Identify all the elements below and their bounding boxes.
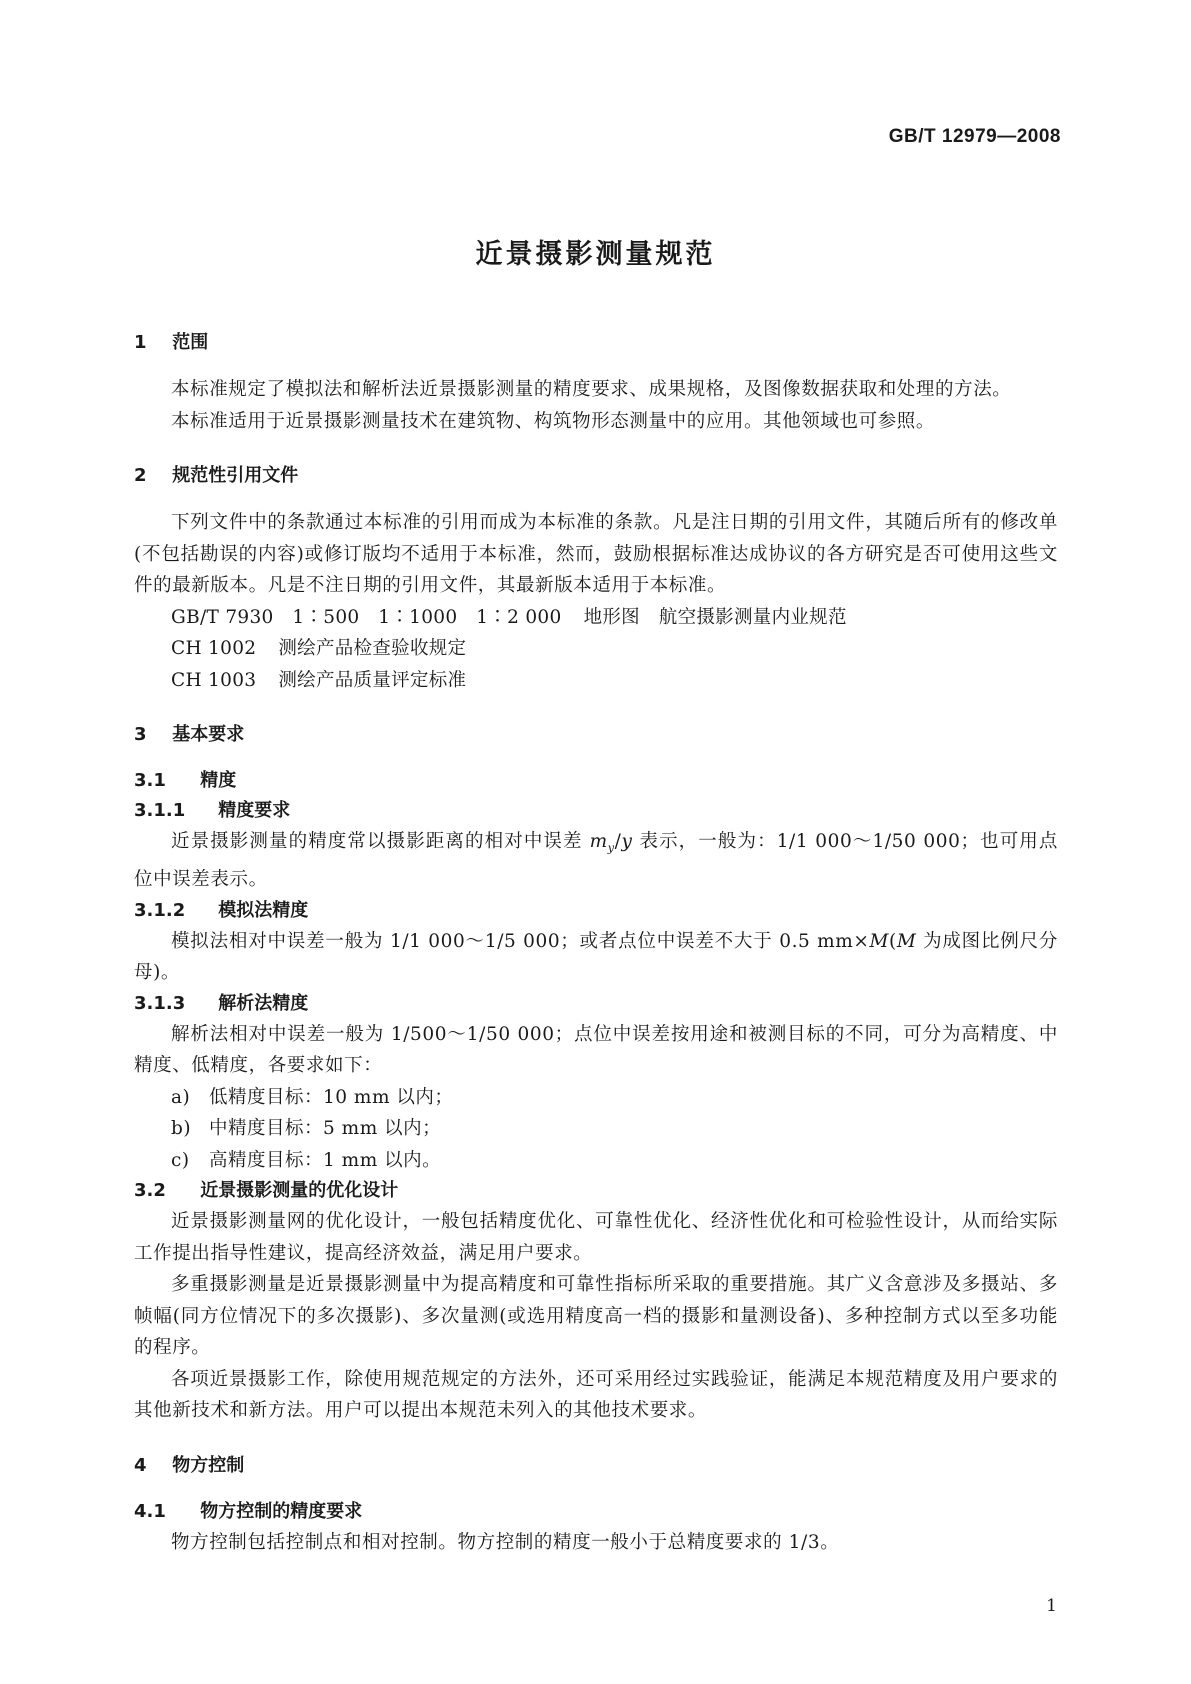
list-text: 中精度目标：5 mm 以内； <box>209 1118 442 1140</box>
text-run: ( <box>889 930 897 952</box>
reference-title: 测绘产品质量评定标准 <box>278 669 467 691</box>
reference-title: 测绘产品检查验收规定 <box>278 638 467 659</box>
subsection-title: 模拟法精度 <box>218 899 309 921</box>
section-4-heading <box>134 1451 1058 1481</box>
subsection-number: 3.1 <box>134 770 166 791</box>
standard-code: GB/T 12979—2008 <box>888 126 1061 147</box>
reference-code: CH 1002 <box>171 638 257 659</box>
subsection-number: 3.2 <box>134 1180 166 1202</box>
subsection-title: 精度要求 <box>218 800 291 821</box>
paragraph <box>134 826 1058 896</box>
subsection-number: 3.1.3 <box>134 992 186 1014</box>
section-number: 1 <box>134 332 147 353</box>
text-run: / <box>614 831 622 852</box>
paragraph: 多重摄影测量是近景摄影测量中为提高精度和可靠性指标所采取的重要措施。其广义含意涉及多摄站、多帧幅(同方位情况下的多次摄影)、多次量测(或选用精度高一档的摄影和量测设备)、多种控制方式以至多功能的程序。 <box>134 1274 1058 1359</box>
variable-M: M <box>869 930 890 952</box>
paragraph: 物方控制包括控制点和相对控制。物方控制的精度一般小于总精度要求的 1/3。 <box>171 1531 840 1553</box>
section-title: 基本要求 <box>172 724 245 745</box>
paragraph: 本标准规定了模拟法和解析法近景摄影测量的精度要求、成果规格，及图像数据获取和处理的方法。 <box>171 379 1012 400</box>
subsection-3-1-1-heading <box>134 796 1058 826</box>
list-marker: a) <box>171 1086 191 1108</box>
section-title: 规范性引用文件 <box>172 465 299 486</box>
section-title: 范围 <box>172 332 209 353</box>
subsection-number: 3.1.2 <box>134 899 186 921</box>
section-1-heading <box>134 328 1058 358</box>
variable-subscript: y <box>607 841 615 855</box>
text-run: 模拟法相对中误差一般为 1/1 000～1/5 000；或者点位中误差不大于 0.5 mm× <box>171 930 870 952</box>
reference-item <box>134 602 1058 634</box>
variable-M: M <box>896 930 917 952</box>
variable-m: m <box>589 831 608 852</box>
reference-code: GB/T 7930 1∶500 1∶1000 1∶2 000 <box>171 606 562 628</box>
list-item <box>134 1082 1058 1114</box>
subsection-title: 近景摄影测量的优化设计 <box>200 1180 399 1202</box>
subsection-number: 3.1.1 <box>134 800 186 821</box>
text-run: 为成图比例尺分母)。 <box>134 930 1058 984</box>
document-body <box>134 328 1058 1558</box>
list-item <box>134 1145 1058 1177</box>
section-title: 物方控制 <box>172 1454 245 1476</box>
section-number: 2 <box>134 465 147 486</box>
subsection-3-1-2-heading <box>134 896 1058 926</box>
reference-item <box>134 665 1058 697</box>
subsection-4-1-heading <box>134 1497 1058 1527</box>
subsection-title: 解析法精度 <box>218 992 309 1014</box>
paragraph <box>134 926 1058 989</box>
paragraph: 各项近景摄影工作，除使用规范规定的方法外，还可采用经过实践验证，能满足本规范精度及用户要求的其他新技术和新方法。用户可以提出本规范未列入的其他技术要求。 <box>134 1368 1058 1422</box>
reference-title: 地形图 航空摄影测量内业规范 <box>583 606 847 628</box>
reference-item <box>134 633 1058 665</box>
page-number: 1 <box>1046 1596 1057 1616</box>
section-number: 3 <box>134 724 147 745</box>
section-number: 4 <box>134 1454 147 1476</box>
subsection-3-1-heading <box>134 766 1058 796</box>
paragraph: 解析法相对中误差一般为 1/500～1/50 000；点位中误差按用途和被测目标的不同，可分为高精度、中精度、低精度，各要求如下： <box>134 1023 1058 1077</box>
subsection-3-2-heading <box>134 1176 1058 1206</box>
section-3-heading <box>134 720 1058 750</box>
subsection-title: 精度 <box>200 770 237 791</box>
subsection-3-1-3-heading <box>134 989 1058 1019</box>
variable-y: y <box>621 831 633 852</box>
paragraph: 下列文件中的条款通过本标准的引用而成为本标准的条款。凡是注日期的引用文件，其随后所有的修改单(不包括勘误的内容)或修订版均不适用于本标准，然而，鼓励根据标准达成协议的各方研究是否可使用这些文件的最新版本。凡是不注日期的引用文件，其最新版本适用于本标准。 <box>134 512 1058 596</box>
text-run: 表示，一般为：1/1 000～1/50 000；也可用点位中误差表示。 <box>134 831 1058 891</box>
list-text: 低精度目标：10 mm 以内； <box>209 1086 454 1108</box>
subsection-number: 4.1 <box>134 1500 166 1522</box>
list-marker: c) <box>171 1149 190 1171</box>
list-item <box>134 1113 1058 1145</box>
list-text: 高精度目标：1 mm 以内。 <box>209 1149 442 1171</box>
text-run: 近景摄影测量的精度常以摄影距离的相对中误差 <box>171 831 590 852</box>
reference-code: CH 1003 <box>171 669 257 691</box>
subsection-title: 物方控制的精度要求 <box>200 1500 363 1522</box>
document-title: 近景摄影测量规范 <box>475 239 716 270</box>
paragraph: 近景摄影测量网的优化设计，一般包括精度优化、可靠性优化、经济性优化和可检验性设计，从而给实际工作提出指导性建议，提高经济效益，满足用户要求。 <box>134 1211 1058 1264</box>
list-marker: b) <box>171 1118 192 1140</box>
section-2-heading <box>134 461 1058 491</box>
paragraph: 本标准适用于近景摄影测量技术在建筑物、构筑物形态测量中的应用。其他领域也可参照。 <box>171 410 936 432</box>
